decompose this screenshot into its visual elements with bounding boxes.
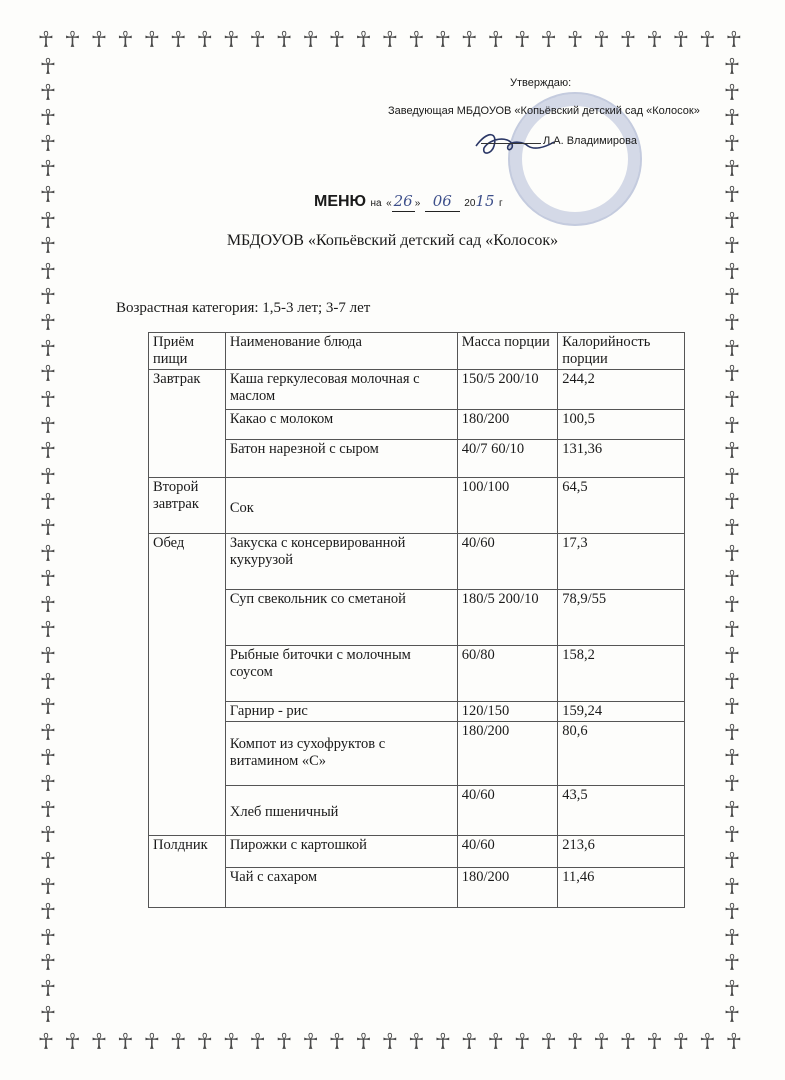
table-row <box>149 722 685 786</box>
figure-ornament-icon: ☥ <box>328 1030 346 1055</box>
table-row <box>149 646 685 702</box>
figure-ornament-icon: ☥ <box>143 28 161 53</box>
figure-ornament-icon: ☥ <box>593 28 610 53</box>
dish-cell: Сок <box>225 478 457 534</box>
figure-ornament-icon: ☥ <box>723 490 741 516</box>
figure-ornament-icon: ☥ <box>723 772 741 798</box>
dish-cell: Какао с молоком <box>225 410 457 440</box>
table-row <box>149 410 685 440</box>
table-row <box>149 370 685 410</box>
meal-name-cell: Второй завтрак <box>149 478 226 534</box>
figure-ornament-icon: ☥ <box>723 925 741 951</box>
dish-cell: Хлеб пшеничный <box>225 786 457 836</box>
year-suffix: 15 <box>475 192 495 210</box>
figure-ornament-icon: ☥ <box>723 362 741 388</box>
calories-cell: 131,36 <box>558 440 685 478</box>
frame-left-ornament <box>34 56 62 1028</box>
figure-ornament-icon: ☥ <box>461 1030 478 1055</box>
figure-ornament-icon: ☥ <box>723 900 741 926</box>
figure-ornament-icon: ☥ <box>39 413 57 439</box>
figure-ornament-icon: ☥ <box>487 28 504 53</box>
dish-cell: Гарнир - рис <box>225 702 457 722</box>
figure-ornament-icon: ☥ <box>39 746 57 772</box>
meal-name-cell: Завтрак <box>149 370 226 478</box>
figure-ornament-icon: ☥ <box>39 131 57 157</box>
figure-ornament-icon: ☥ <box>302 1030 319 1055</box>
figure-ornament-icon: ☥ <box>381 1030 399 1055</box>
figure-ornament-icon: ☥ <box>39 720 57 746</box>
figure-ornament-icon: ☥ <box>540 28 557 53</box>
figure-ornament-icon: ☥ <box>39 951 57 977</box>
close-quote: » <box>414 198 421 209</box>
calories-cell: 80,6 <box>558 722 685 786</box>
figure-ornament-icon: ☥ <box>275 1030 293 1055</box>
figure-ornament-icon: ☥ <box>39 439 57 465</box>
figure-ornament-icon: ☥ <box>39 848 57 874</box>
figure-ornament-icon: ☥ <box>540 1030 557 1055</box>
mass-cell: 150/5 200/10 <box>457 370 558 410</box>
figure-ornament-icon: ☥ <box>723 720 741 746</box>
figure-ornament-icon: ☥ <box>646 1030 663 1055</box>
figure-ornament-icon: ☥ <box>408 28 425 53</box>
figure-ornament-icon: ☥ <box>275 28 293 53</box>
header-mass: Масса порции <box>457 333 558 370</box>
figure-ornament-icon: ☥ <box>196 1030 213 1055</box>
figure-ornament-icon: ☥ <box>39 695 57 721</box>
frame-bottom-ornament <box>34 1028 746 1058</box>
age-category: Возрастная категория: 1,5-3 лет; 3-7 лет <box>116 300 371 316</box>
figure-ornament-icon: ☥ <box>39 336 57 362</box>
year-word: г <box>498 198 503 209</box>
dish-cell: Чай с сахаром <box>225 868 457 908</box>
calories-cell: 64,5 <box>558 478 685 534</box>
figure-ornament-icon: ☥ <box>37 1030 55 1055</box>
figure-ornament-icon: ☥ <box>723 311 741 337</box>
figure-ornament-icon: ☥ <box>222 1030 240 1055</box>
figure-ornament-icon: ☥ <box>355 28 372 53</box>
mass-cell: 40/60 <box>457 836 558 868</box>
calories-cell: 17,3 <box>558 534 685 590</box>
mass-cell: 40/7 60/10 <box>457 440 558 478</box>
table-row <box>149 590 685 646</box>
calories-cell: 159,24 <box>558 702 685 722</box>
calories-cell: 78,9/55 <box>558 590 685 646</box>
figure-ornament-icon: ☥ <box>39 772 57 798</box>
figure-ornament-icon: ☥ <box>723 976 741 1002</box>
signature-blank <box>481 143 541 144</box>
dish-cell: Батон нарезной с сыром <box>225 440 457 478</box>
figure-ornament-icon: ☥ <box>699 1030 716 1055</box>
header-dish: Наименование блюда <box>225 333 457 370</box>
figure-ornament-icon: ☥ <box>117 1030 134 1055</box>
figure-ornament-icon: ☥ <box>434 1030 451 1055</box>
figure-ornament-icon: ☥ <box>170 1030 187 1055</box>
figure-ornament-icon: ☥ <box>222 28 240 53</box>
figure-ornament-icon: ☥ <box>249 1030 266 1055</box>
header-meal: Приём пищи <box>149 333 226 370</box>
figure-ornament-icon: ☥ <box>39 900 57 926</box>
mass-cell: 180/200 <box>457 410 558 440</box>
menu-day: 26 <box>393 192 413 210</box>
approver-name: Л.А. Владимирова <box>543 135 637 147</box>
figure-ornament-icon: ☥ <box>723 208 741 234</box>
figure-ornament-icon: ☥ <box>723 618 741 644</box>
dish-cell: Каша геркулесовая молочная с маслом <box>225 370 457 410</box>
figure-ornament-icon: ☥ <box>723 285 741 311</box>
figure-ornament-icon: ☥ <box>723 336 741 362</box>
figure-ornament-icon: ☥ <box>39 976 57 1002</box>
figure-ornament-icon: ☥ <box>672 1030 690 1055</box>
figure-ornament-icon: ☥ <box>328 28 346 53</box>
figure-ornament-icon: ☥ <box>566 1030 584 1055</box>
organization-title: МБДОУОВ «Копьёвский детский сад «Колосок» <box>226 232 559 249</box>
figure-ornament-icon: ☥ <box>723 80 741 106</box>
figure-ornament-icon: ☥ <box>699 28 716 53</box>
figure-ornament-icon: ☥ <box>39 797 57 823</box>
menu-month: 06 <box>432 192 452 210</box>
figure-ornament-icon: ☥ <box>170 28 187 53</box>
figure-ornament-icon: ☥ <box>723 746 741 772</box>
figure-ornament-icon: ☥ <box>196 28 213 53</box>
calories-cell: 213,6 <box>558 836 685 868</box>
calories-cell: 158,2 <box>558 646 685 702</box>
figure-ornament-icon: ☥ <box>39 669 57 695</box>
figure-ornament-icon: ☥ <box>725 28 742 53</box>
approver-position: Заведующая МБДОУОВ «Копьёвский детский сад «Колосок» <box>388 105 700 117</box>
figure-ornament-icon: ☥ <box>355 1030 372 1055</box>
approver-signature-line <box>481 134 637 148</box>
mass-cell: 180/200 <box>457 868 558 908</box>
figure-ornament-icon: ☥ <box>723 797 741 823</box>
figure-ornament-icon: ☥ <box>672 28 690 53</box>
figure-ornament-icon: ☥ <box>39 1002 57 1028</box>
figure-ornament-icon: ☥ <box>64 28 81 53</box>
figure-ornament-icon: ☥ <box>39 592 57 618</box>
figure-ornament-icon: ☥ <box>39 567 57 593</box>
menu-title <box>314 192 503 212</box>
figure-ornament-icon: ☥ <box>723 55 741 80</box>
figure-ornament-icon: ☥ <box>461 28 478 53</box>
figure-ornament-icon: ☥ <box>723 131 741 157</box>
mass-cell: 180/5 200/10 <box>457 590 558 646</box>
figure-ornament-icon: ☥ <box>39 106 57 132</box>
table-row <box>149 702 685 722</box>
dish-cell: Пирожки с картошкой <box>225 836 457 868</box>
calories-cell: 100,5 <box>558 410 685 440</box>
figure-ornament-icon: ☥ <box>723 695 741 721</box>
figure-ornament-icon: ☥ <box>619 1030 637 1055</box>
header-calories: Калорийность порции <box>558 333 685 370</box>
dish-cell: Компот из сухофруктов с витамином «С» <box>225 722 457 786</box>
mass-cell: 40/60 <box>457 534 558 590</box>
figure-ornament-icon: ☥ <box>39 618 57 644</box>
figure-ornament-icon: ☥ <box>39 515 57 541</box>
figure-ornament-icon: ☥ <box>723 874 741 900</box>
figure-ornament-icon: ☥ <box>249 28 266 53</box>
table-row <box>149 534 685 590</box>
table-row <box>149 868 685 908</box>
figure-ornament-icon: ☥ <box>723 387 741 413</box>
figure-ornament-icon: ☥ <box>434 28 451 53</box>
figure-ornament-icon: ☥ <box>723 541 741 567</box>
figure-ornament-icon: ☥ <box>725 1030 742 1055</box>
figure-ornament-icon: ☥ <box>39 823 57 849</box>
meal-name-cell: Полдник <box>149 836 226 908</box>
figure-ornament-icon: ☥ <box>723 234 741 260</box>
figure-ornament-icon: ☥ <box>566 28 584 53</box>
calories-cell: 11,46 <box>558 868 685 908</box>
table-row <box>149 440 685 478</box>
figure-ornament-icon: ☥ <box>39 464 57 490</box>
figure-ornament-icon: ☥ <box>39 362 57 388</box>
figure-ornament-icon: ☥ <box>39 183 57 209</box>
figure-ornament-icon: ☥ <box>381 28 399 53</box>
approve-label: Утверждаю: <box>510 77 572 89</box>
figure-ornament-icon: ☥ <box>39 80 57 106</box>
figure-ornament-icon: ☥ <box>39 644 57 670</box>
figure-ornament-icon: ☥ <box>90 1030 108 1055</box>
figure-ornament-icon: ☥ <box>723 644 741 670</box>
figure-ornament-icon: ☥ <box>723 592 741 618</box>
mass-cell: 100/100 <box>457 478 558 534</box>
meal-name-cell: Обед <box>149 534 226 836</box>
mass-cell: 120/150 <box>457 702 558 722</box>
figure-ornament-icon: ☥ <box>37 28 55 53</box>
figure-ornament-icon: ☥ <box>723 259 741 285</box>
mass-cell: 40/60 <box>457 786 558 836</box>
figure-ornament-icon: ☥ <box>723 515 741 541</box>
figure-ornament-icon: ☥ <box>593 1030 610 1055</box>
figure-ornament-icon: ☥ <box>723 669 741 695</box>
figure-ornament-icon: ☥ <box>39 874 57 900</box>
figure-ornament-icon: ☥ <box>39 490 57 516</box>
figure-ornament-icon: ☥ <box>723 823 741 849</box>
mass-cell: 180/200 <box>457 722 558 786</box>
open-quote: « <box>386 198 392 209</box>
figure-ornament-icon: ☥ <box>723 183 741 209</box>
table-header-row <box>149 333 685 370</box>
figure-ornament-icon: ☥ <box>723 464 741 490</box>
figure-ornament-icon: ☥ <box>39 541 57 567</box>
table-row <box>149 786 685 836</box>
dish-cell: Суп свекольник со сметаной <box>225 590 457 646</box>
mass-cell: 60/80 <box>457 646 558 702</box>
figure-ornament-icon: ☥ <box>723 848 741 874</box>
menu-table <box>148 332 685 908</box>
figure-ornament-icon: ☥ <box>723 106 741 132</box>
figure-ornament-icon: ☥ <box>90 28 108 53</box>
figure-ornament-icon: ☥ <box>39 55 57 80</box>
figure-ornament-icon: ☥ <box>487 1030 504 1055</box>
menu-on: на <box>370 198 382 209</box>
figure-ornament-icon: ☥ <box>143 1030 161 1055</box>
figure-ornament-icon: ☥ <box>723 157 741 183</box>
dish-cell: Закуска с консервированной кукурузой <box>225 534 457 590</box>
figure-ornament-icon: ☥ <box>39 925 57 951</box>
calories-cell: 244,2 <box>558 370 685 410</box>
figure-ornament-icon: ☥ <box>646 28 663 53</box>
figure-ornament-icon: ☥ <box>408 1030 425 1055</box>
figure-ornament-icon: ☥ <box>723 439 741 465</box>
figure-ornament-icon: ☥ <box>117 28 134 53</box>
figure-ornament-icon: ☥ <box>513 28 531 53</box>
year-prefix: 20 <box>464 198 476 209</box>
figure-ornament-icon: ☥ <box>39 387 57 413</box>
figure-ornament-icon: ☥ <box>723 951 741 977</box>
figure-ornament-icon: ☥ <box>723 413 741 439</box>
figure-ornament-icon: ☥ <box>302 28 319 53</box>
frame-top-ornament <box>34 26 746 56</box>
figure-ornament-icon: ☥ <box>39 259 57 285</box>
table-row <box>149 836 685 868</box>
figure-ornament-icon: ☥ <box>39 311 57 337</box>
figure-ornament-icon: ☥ <box>39 234 57 260</box>
dish-cell: Рыбные биточки с молочным соусом <box>225 646 457 702</box>
figure-ornament-icon: ☥ <box>723 567 741 593</box>
figure-ornament-icon: ☥ <box>64 1030 81 1055</box>
figure-ornament-icon: ☥ <box>39 208 57 234</box>
calories-cell: 43,5 <box>558 786 685 836</box>
table-row <box>149 478 685 534</box>
figure-ornament-icon: ☥ <box>39 285 57 311</box>
figure-ornament-icon: ☥ <box>513 1030 531 1055</box>
figure-ornament-icon: ☥ <box>619 28 637 53</box>
figure-ornament-icon: ☥ <box>723 1002 741 1028</box>
frame-right-ornament <box>718 56 746 1028</box>
menu-word: МЕНЮ <box>314 193 367 210</box>
figure-ornament-icon: ☥ <box>39 157 57 183</box>
